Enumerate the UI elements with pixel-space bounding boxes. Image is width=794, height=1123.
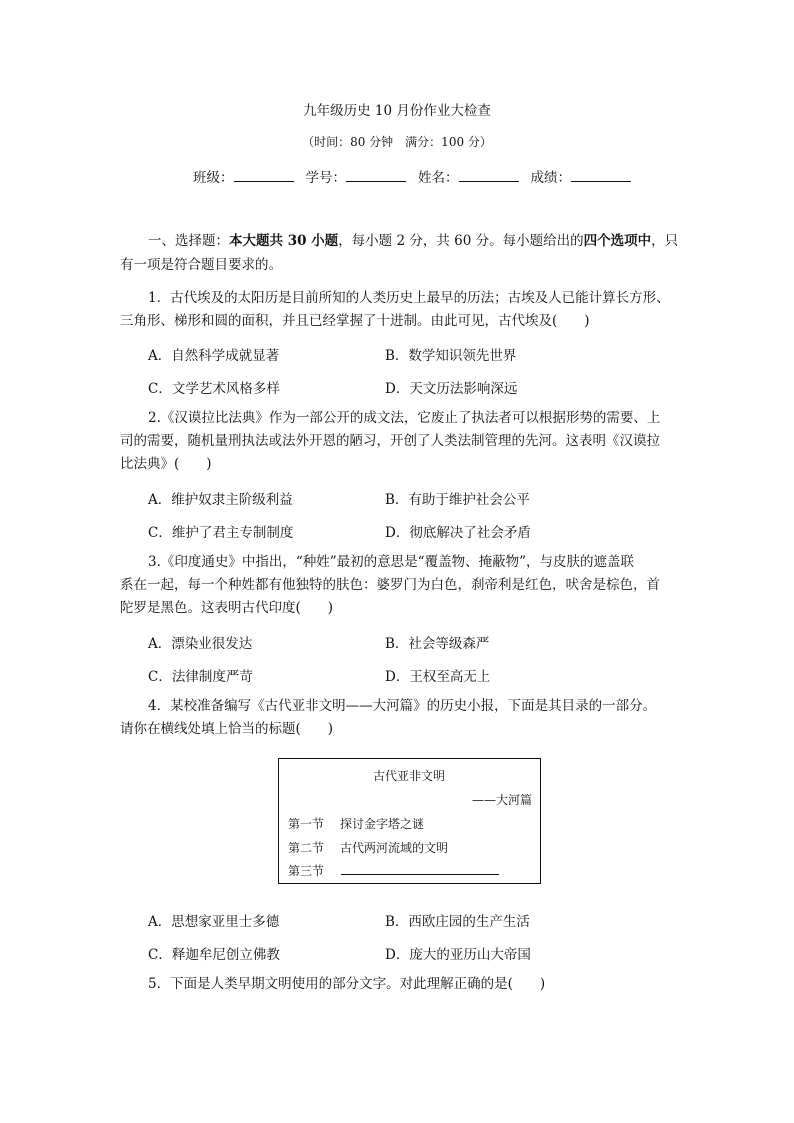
- question-1-line-1: 1．古代埃及的太阳历是目前所知的人类历史上最早的历法；古埃及人已能计算长方形、: [148, 290, 670, 306]
- section-intro-line1: [148, 233, 678, 249]
- section-heading: 一、选择题：: [148, 233, 229, 249]
- exam-time-info: （时间：80 分钟 满分：100 分）: [302, 135, 492, 149]
- question-1-option-b[interactable]: B．数学知识领先世界: [385, 348, 517, 364]
- table-of-contents-box: [278, 758, 541, 884]
- question-4-option-d[interactable]: D．庞大的亚历山大帝国: [385, 947, 531, 963]
- question-2-option-c[interactable]: C．维护了君主专制制度: [148, 525, 294, 541]
- name-blank[interactable]: [459, 166, 519, 182]
- toc-subtitle: ——大河篇: [471, 793, 532, 807]
- score-label: 成绩：: [530, 170, 571, 186]
- question-3-line-1: 3.《印度通史》中指出，“种姓”最初的意思是“覆盖物、掩蔽物”，与皮肤的遮盖联: [148, 554, 634, 570]
- question-4-option-c[interactable]: C．释迦牟尼创立佛教: [148, 947, 280, 963]
- question-2-line-2: 司的需要，随机量刑执法或法外开恩的陋习，开创了人类法制管理的先河。这表明《汉谟拉: [120, 433, 660, 449]
- section-intro-line2: 有一项是符合题目要求的。: [120, 257, 282, 273]
- class-label: 班级：: [193, 170, 234, 186]
- section-emphasis-2: 四个选项中: [583, 233, 652, 249]
- question-5-line-1: 5．下面是人类早期文明使用的部分文字。对此理解正确的是( ): [148, 976, 546, 992]
- score-blank[interactable]: [571, 166, 631, 182]
- question-1-option-a[interactable]: A．自然科学成就显著: [148, 348, 280, 364]
- question-4-option-b[interactable]: B．西欧庄园的生产生活: [385, 914, 530, 930]
- question-2-option-d[interactable]: D．彻底解决了社会矛盾: [385, 525, 531, 541]
- question-3-line-2: 系在一起，每一个种姓都有他独特的肤色：婆罗门为白色，刹帝利是红色，吠舍是棕色，首: [120, 577, 660, 593]
- question-2-option-b[interactable]: B．有助于维护社会公平: [385, 492, 530, 508]
- toc-row-2-section: 第二节: [288, 841, 325, 855]
- question-4-line-2: 请你在横线处填上恰当的标题( ): [120, 721, 334, 737]
- question-3-option-c[interactable]: C．法律制度严苛: [148, 669, 253, 685]
- question-3-line-3: 陀罗是黑色。这表明古代印度( ): [120, 600, 334, 616]
- question-2-line-3: 比法典》( ): [120, 456, 212, 472]
- question-1-option-c[interactable]: C．文学艺术风格多样: [148, 381, 280, 397]
- question-4-line-1: 4．某校准备编写《古代亚非文明——大河篇》的历史小报，下面是其目录的一部分。: [148, 698, 657, 714]
- student-number-blank[interactable]: [346, 166, 406, 182]
- student-number-label: 学号：: [305, 170, 346, 186]
- page-title: 九年级历史 10 月份作业大检查: [303, 103, 491, 119]
- question-2-line-1: 2.《汉谟拉比法典》作为一部公开的成文法，它废止了执法者可以根据形势的需要、上: [148, 410, 661, 426]
- toc-row-3-section: 第三节: [288, 864, 325, 878]
- section-emphasis-1: 本大题共 30 小题: [229, 233, 339, 249]
- section-text-2: ，只: [651, 233, 679, 249]
- toc-row-1-title: 探讨金字塔之谜: [340, 817, 425, 831]
- class-blank[interactable]: [234, 166, 294, 182]
- question-3-option-b[interactable]: B．社会等级森严: [385, 636, 490, 652]
- question-2-option-a[interactable]: A．维护奴隶主阶级利益: [148, 492, 293, 508]
- question-4-option-a[interactable]: A．思想家亚里士多德: [148, 914, 280, 930]
- name-label: 姓名：: [418, 170, 459, 186]
- toc-row-1-section: 第一节: [288, 817, 325, 831]
- section-text-1: ，每小题 2 分，共 60 分。每小题给出的: [338, 233, 584, 249]
- question-1-option-d[interactable]: D．天文历法影响深远: [385, 381, 518, 397]
- question-3-option-d[interactable]: D．王权至高无上: [385, 669, 491, 685]
- toc-row-2-title: 古代两河流域的文明: [340, 841, 449, 855]
- student-info-fields: [193, 166, 643, 186]
- toc-title: 古代亚非文明: [372, 769, 445, 783]
- toc-row-3-blank-line[interactable]: [341, 874, 499, 875]
- question-1-line-2: 三角形、梯形和圆的面积，并且已经掌握了十进制。由此可见，古代埃及( ): [120, 313, 590, 329]
- question-3-option-a[interactable]: A．漂染业很发达: [148, 636, 253, 652]
